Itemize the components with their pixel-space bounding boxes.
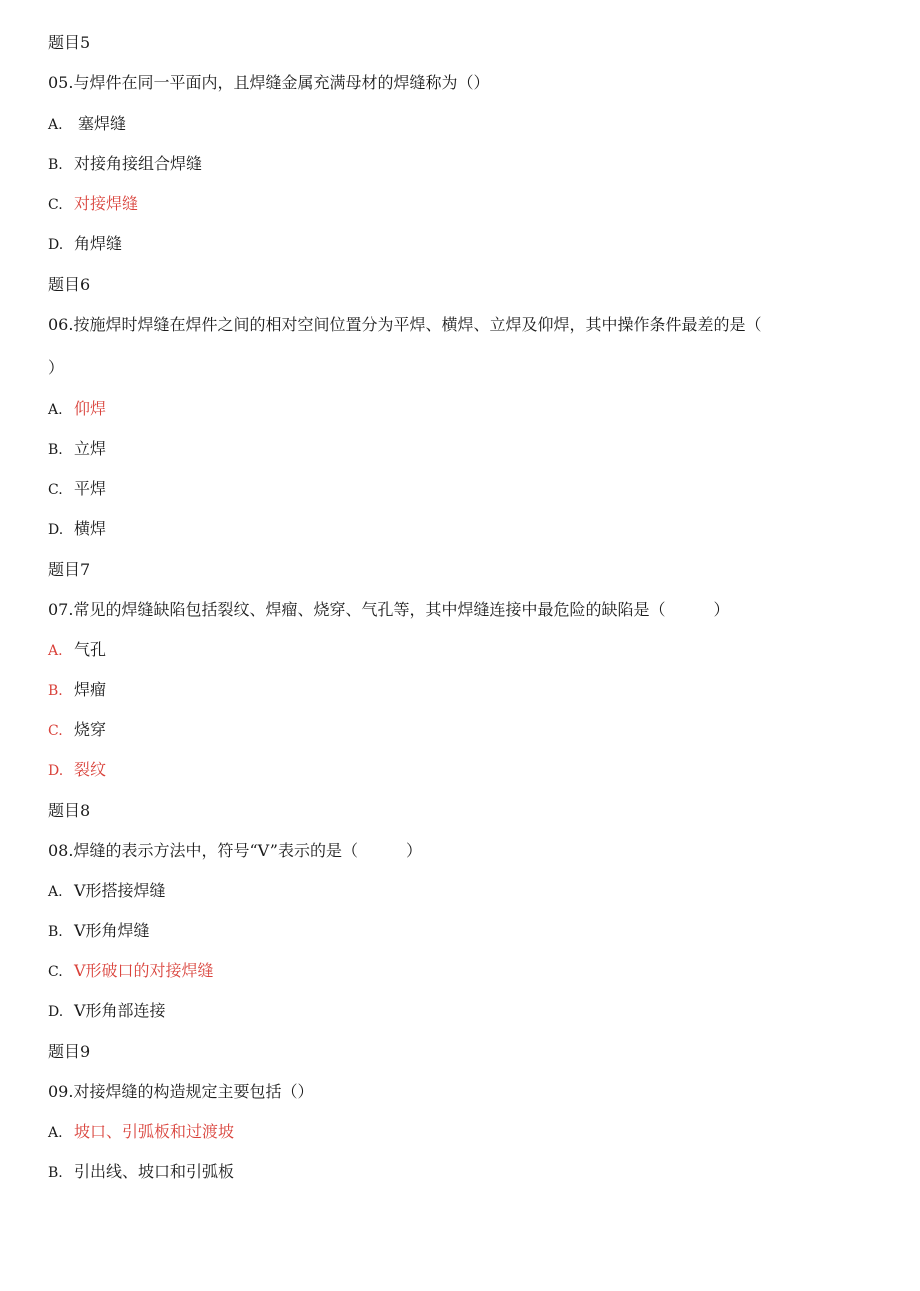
option-item <box>48 1162 234 1183</box>
option-letter: D. <box>48 237 64 253</box>
option-letter: B. <box>48 442 63 458</box>
question-title: 题目9 <box>48 1042 91 1061</box>
option-text: 对接角接组合焊缝 <box>74 154 203 173</box>
question-title: 题目6 <box>48 275 91 294</box>
option-item <box>48 399 106 420</box>
option-text: 烧穿 <box>74 720 107 739</box>
option-letter: C. <box>48 197 63 213</box>
option-text: V形角焊缝 <box>74 921 150 940</box>
option-item <box>48 439 106 460</box>
option-text: V形角部连接 <box>74 1001 166 1020</box>
option-text: 气孔 <box>74 640 107 659</box>
option-text: 平焊 <box>74 479 107 498</box>
option-letter: D. <box>48 522 64 538</box>
option-letter: A. <box>48 402 63 418</box>
option-item <box>48 234 122 255</box>
option-item <box>48 640 106 661</box>
option-text: 角焊缝 <box>74 234 123 253</box>
option-text: 立焊 <box>74 439 107 458</box>
option-item <box>48 114 126 135</box>
question-stem: 05.与焊件在同一平面内，且焊缝金属充满母材的焊缝称为（） <box>48 73 490 92</box>
option-text: 焊瘤 <box>74 680 107 699</box>
option-item <box>48 961 214 982</box>
question-stem: 09.对接焊缝的构造规定主要包括（） <box>48 1082 314 1101</box>
option-text-answer: 裂纹 <box>74 760 107 779</box>
option-letter: B. <box>48 1165 63 1181</box>
option-letter: B. <box>48 157 63 173</box>
question-stem: 06.按施焊时焊缝在焊件之间的相对空间位置分为平焊、横焊、立焊及仰焊，其中操作条件最差的是（ <box>48 315 762 334</box>
option-letter: B. <box>48 683 63 699</box>
option-letter: A. <box>48 117 63 133</box>
question-title: 题目8 <box>48 801 91 820</box>
option-text: 横焊 <box>74 519 107 538</box>
option-letter: D. <box>48 1004 64 1020</box>
option-letter: A. <box>48 884 63 900</box>
option-text: V形搭接焊缝 <box>74 881 166 900</box>
option-item <box>48 154 202 175</box>
option-item <box>48 1001 166 1022</box>
option-item <box>48 1122 234 1143</box>
option-item <box>48 479 106 500</box>
option-text-answer: 仰焊 <box>74 399 107 418</box>
option-text: 引出线、坡口和引弧板 <box>74 1162 235 1181</box>
option-text-answer: 坡口、引弧板和过渡坡 <box>74 1122 235 1141</box>
question-stem: 08.焊缝的表示方法中，符号“V”表示的是（ ） <box>48 841 422 860</box>
option-item <box>48 881 166 902</box>
option-letter: D. <box>48 763 64 779</box>
option-item <box>48 519 106 540</box>
option-item <box>48 194 138 215</box>
option-letter: A. <box>48 643 63 659</box>
question-title: 题目7 <box>48 560 91 579</box>
option-letter: B. <box>48 924 63 940</box>
question-stem-continuation: ） <box>48 358 65 377</box>
option-item <box>48 680 106 701</box>
option-letter: A. <box>48 1125 63 1141</box>
option-text: 塞焊缝 <box>78 114 127 133</box>
question-title: 题目5 <box>48 33 91 52</box>
option-letter: C. <box>48 723 63 739</box>
option-letter: C. <box>48 482 63 498</box>
option-item <box>48 921 150 942</box>
question-stem: 07.常见的焊缝缺陷包括裂纹、焊瘤、烧穿、气孔等，其中焊缝连接中最危险的缺陷是（ ） <box>48 600 730 619</box>
option-text-answer: V形破口的对接焊缝 <box>74 961 214 980</box>
option-text-answer: 对接焊缝 <box>74 194 139 213</box>
option-item <box>48 720 106 741</box>
option-item <box>48 760 106 781</box>
option-letter: C. <box>48 964 63 980</box>
